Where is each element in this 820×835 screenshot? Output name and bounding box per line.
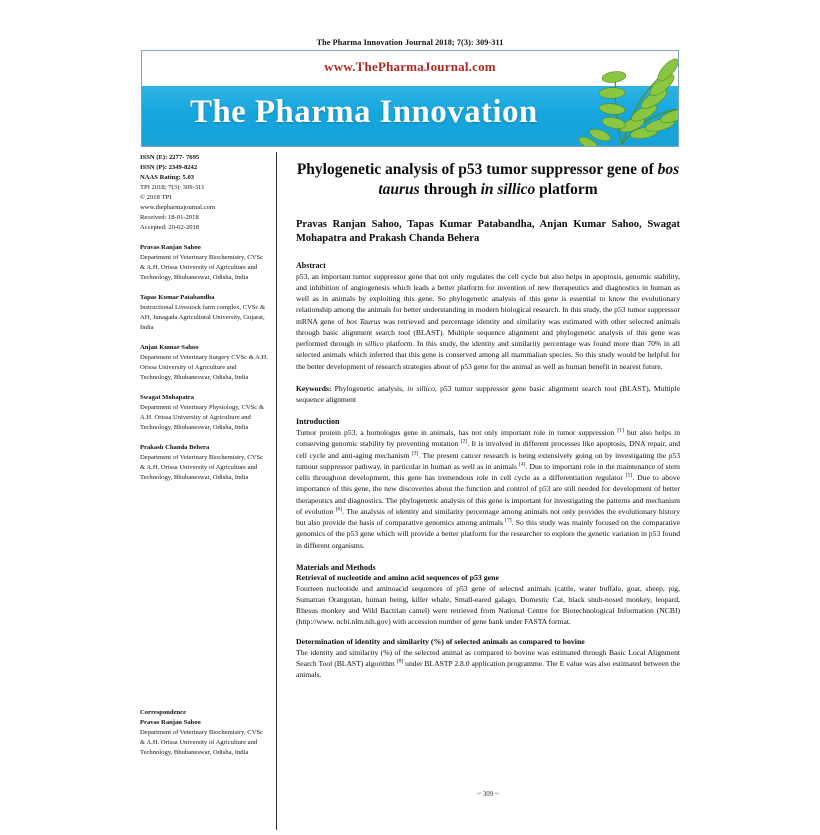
running-head: The Pharma Innovation Journal 2018; 7(3): 309-311 <box>316 38 504 47</box>
intro-seg-2: but also helps in conserving genomic stability by preventing mutation <box>296 428 680 449</box>
introduction-text <box>296 427 680 551</box>
sidebar-issn-electronic: ISSN (E): 2277- 7695 <box>140 154 200 161</box>
journal-title: The Pharma Innovation <box>190 94 538 130</box>
keywords-italic: in sillico <box>407 383 435 393</box>
intro-citation-2: [2] <box>460 438 468 445</box>
methods-subheading-retrieval: Retrieval of nucleotide and amino acid sequences of p53 gene <box>296 572 499 582</box>
sidebar-author-name: Anjan Kumar Sahoo <box>140 344 199 352</box>
article-title-insillico: in sillico <box>480 181 536 199</box>
sidebar-author-block <box>140 293 268 333</box>
section-spacer <box>296 628 680 637</box>
masthead-title-strip <box>142 86 678 147</box>
article-title-end: platform <box>535 181 598 199</box>
journal-masthead <box>141 50 679 147</box>
methods-identity-seg-b: under BLASTP 2.8.0 application programme. The E value was also estimated between the animals. <box>296 658 680 680</box>
methods-retrieval-text: Fourteen nucleotide and aminoacid sequences of p53 gene of selected animals (cattle, water buffalo, goat, sheep, pig, Sumatran Orangutan, human being, killer whale, Small-eared galago, Domestic Cat, black snub-nosed monkey, leopard, Rhesus monkey and Wild Bactrian camel) were retrieved from National Centre for Biotechnological Information (NCBI) (http://www. ncbi.nlm.nih.gov) with accession number of gene bank under FASTA format. <box>296 583 680 627</box>
sidebar-naas-rating: NAAS Rating: 5.03 <box>140 174 195 182</box>
keywords-part-b: , p53 tumor suppressor gene basic alignment search tool (BLAST), Multiple sequence alignment <box>296 383 680 404</box>
sidebar-received-date: Received: 18-01-2018 <box>140 214 199 222</box>
intro-seg-8: . So this study was mainly focused on the comparative genomics of the p53 gene which will provide a better platform for the researcher to explore the genetic variation in p53 found in different organisms. <box>296 518 680 550</box>
sidebar-accepted-date: Accepted: 20-02-2018 <box>140 224 200 232</box>
intro-citation-5: [5] <box>625 472 633 479</box>
sidebar-author-block <box>140 443 268 483</box>
sidebar-correspondence <box>140 708 268 758</box>
sidebar-citation: TPI 2018; 7(3): 309-311 <box>140 184 205 192</box>
sidebar-author-affiliation: Department of Veterinary Biochemistry, CVSc & A.H. Orissa University of Agriculture and Technology, Bhubaneswar, Odisha, India <box>140 454 264 482</box>
sidebar-author-affiliation: Department of Veterinary Surgery CVSc & A.H. Orissa University of Agriculture and Technology, Bhubaneswar, Odisha, India <box>140 354 268 382</box>
sidebar-author-name: Tapas Kumar Patabandha <box>140 294 215 302</box>
intro-seg-4: . The present cancer research is being extensively going on by investigating the p53 tumour suppressor pathway, in particular in human as well as in animals <box>296 450 680 471</box>
intro-seg-5: . Due to important role in the maintenance of stem cells throughout development, this gene has tremendous role in cell cycle as a differentiation regulator <box>296 461 680 483</box>
sidebar-author-affiliation: Department of Veterinary Biochemistry, CVSc & A.H. Orissa University of Agriculture and Technology, Bhubaneswar, Odisha, India <box>140 254 264 282</box>
methods-subheading-identity: Determination of identity and similarity (%) of selected animals as compared to bovine <box>296 636 585 646</box>
intro-citation-4: [4] <box>518 461 526 468</box>
intro-citation-3: [3] <box>411 450 419 457</box>
materials-methods-heading: Materials and Methods <box>296 562 376 572</box>
sidebar-author-affiliation: Department of Veterinary Physiology, CVSc & A.H. Orissa University of Agriculture and Technology, Bhubaneswar, Odisha, India <box>140 404 264 432</box>
abstract-part-2: was retrieved and percentage identity and similarity was estimated with other selected animals through basic alignment search tool (BLAST). Multiple sequence alignment and phylogenetic analysis of this gene was performed through <box>296 316 680 349</box>
article-title <box>296 160 680 200</box>
introduction-heading: Introduction <box>296 417 340 427</box>
keywords-part-a: Phylogenetic analysis, <box>331 383 408 393</box>
intro-citation-6: [6] <box>335 506 343 513</box>
abstract-text <box>296 271 680 372</box>
intro-seg-6: . Due to above importance of this gene, the new discoveries about the function and control of p53 are still needed for development of better therapeutics and diagnostics. The phylogenetic analysis of this gene is important for investigating the patterns and mechanism of evolution <box>296 473 680 516</box>
sidebar-metadata <box>140 153 268 483</box>
article-title-line1: Phylogenetic analysis of p53 tumor suppressor gene of <box>296 161 654 178</box>
abstract-heading: Abstract <box>296 260 326 270</box>
sidebar-author-name: Swagat Mohapatra <box>140 394 195 402</box>
sidebar-author-block <box>140 393 268 433</box>
abstract-italic-species: bos Taurus <box>346 316 381 326</box>
intro-citation-1: [1] <box>617 427 624 434</box>
article-main-column <box>296 160 680 680</box>
intro-seg-1: Tumor protein p53, a homologus gene in animals, has not only important role in tumor suppression <box>296 428 618 438</box>
sidebar-website: www.thepharmajournal.com <box>140 204 216 212</box>
correspondence-heading: Correspondence <box>140 709 187 716</box>
sidebar-author-name: Prakash Chanda Behera <box>140 444 210 452</box>
abstract-part-3: platform. In this study, the identity and similarity percentage was found more than 70% in all selected animals which inferred that this gene is conserved among all mammalian species. So this study would be helpful for the better development of research strategies about of p53 gene for the animal as well as human benefit in nearest future. <box>296 339 680 371</box>
masthead-url-strip <box>142 51 678 86</box>
article-title-mid: through <box>419 181 481 199</box>
column-divider-rule <box>276 152 277 830</box>
sidebar-author-name: Pravas Ranjan Sahoo <box>140 244 201 252</box>
intro-citation-7: [7] <box>505 517 512 524</box>
abstract-part-1: p53, an important tumor suppressor gene that not only regulates the cell cycle but also helps in apoptosis, genomic stability, and inhibition of angiogenesis which leads a better platform for invention of new therapeutics and diagnostics in human as well as in animals by exploiting this gene. So phylogenetic analysis of this gene is essential to know the evolutionary relationship among the animals for better understanding in modern biological research. In this study, the p53 tumor suppressor mRNA gene of <box>296 271 680 326</box>
sidebar-issn-print: ISSN (P): 2349-8242 <box>140 164 198 172</box>
sidebar-author-block <box>140 243 268 283</box>
sidebar-copyright: © 2018 TPI <box>140 194 172 202</box>
sidebar-author-block <box>140 343 268 383</box>
journal-website-url: www.ThePharmaJournal.com <box>324 59 496 74</box>
methods-identity-text <box>296 647 680 681</box>
article-authors: Pravas Ranjan Sahoo, Tapas Kumar Patabandha, Anjan Kumar Sahoo, Swagat Mohapatra and Prakash Chanda Behera <box>296 219 680 245</box>
keywords-line <box>296 383 680 405</box>
abstract-italic-insillico: in sillico <box>356 339 384 349</box>
page-number-folio: ~ 309 ~ <box>477 790 499 798</box>
correspondence-affiliation: Department of Veterinary Biochemistry, CVSc & A.H. Orissa University of Agriculture and Technology, Bhubaneswar, Odisha, India <box>140 729 264 757</box>
sidebar-author-affiliation: Instructional Livestock farm complex, CVSc & AH, Junagada Agricultural University, Gujarat, India <box>140 304 266 332</box>
keywords-label: Keywords: <box>296 383 332 393</box>
intro-seg-7: . The analysis of identity and similarity percentage among animals not only provides the evolutionary history but also provide the basis of comparative genomics among animals <box>296 506 680 528</box>
intro-seg-3: . It is involved in different processes like apoptosis, DNA repair, and cell cycle and anti-aging mechanism <box>296 439 681 460</box>
methods-identity-seg-a: The identity and similarity (%) of the selected animal as compared to bovine was estimated through Basic Local Alignment Search Tool (BLAST) algorithm <box>296 647 680 668</box>
correspondence-name: Pravas Ranjan Sahoo <box>140 719 201 727</box>
article-title-species: bos taurus <box>378 161 680 199</box>
methods-citation-8: [8] <box>396 658 404 665</box>
